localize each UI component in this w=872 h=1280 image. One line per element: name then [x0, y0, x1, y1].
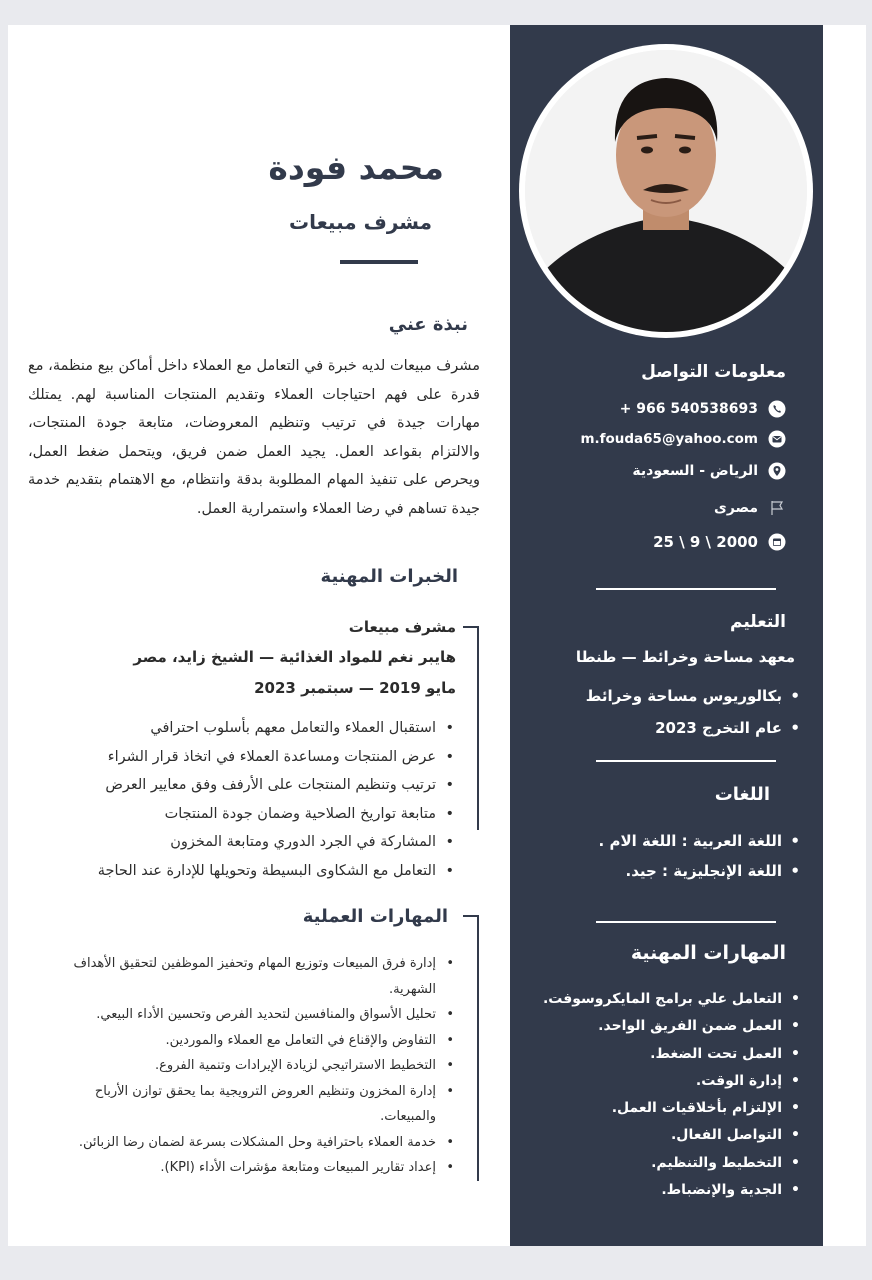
list-item: • العمل تحت الضغط. — [543, 1041, 802, 1068]
location-pin-icon — [768, 462, 786, 480]
flag-icon — [768, 499, 786, 517]
experience-company: هايبر نغم للمواد الغذائية — الشيخ زايد، مصر — [133, 648, 456, 666]
list-item: • خدمة العملاء باحترافية وحل المشكلات بسرعة لضمان رضا الزبائن. — [36, 1130, 456, 1156]
about-heading: نبذة عني — [388, 314, 468, 335]
practical-skills-heading: المهارات العملية — [302, 906, 448, 927]
list-item: • التعامل علي برامج المايكروسوفت. — [543, 986, 802, 1013]
about-text: مشرف مبيعات لديه خبرة في التعامل مع العملاء داخل أماكن بيع منظمة، مع قدرة على فهم احتياجات العملاء وتقديم المنتجات المناسبة لهم. يمتلك مهارات جيدة في ترتيب وتنظيم المعروضات، متابعة جودة المنتجات، والالتزام بقواعد العمل. يجيد العمل ضمن فريق، ويتحمل ضغط العمل، ويحرص على تنفيذ المهام المطلوبة بدقة وانتظام، مع الاهتمام بتقديم خدمة جيدة تساهم في رضا العملاء واستمرارية العمل. — [28, 358, 480, 517]
list-item: • التخطيط الاستراتيجي لزيادة الإيرادات وتنمية الفروع. — [36, 1053, 456, 1079]
experience-period: مايو 2019 — سبتمبر 2023 — [254, 679, 456, 697]
email-address[interactable]: m.fouda65@yahoo.com — [580, 431, 758, 447]
experience-timeline — [477, 626, 479, 830]
languages-list — [599, 826, 802, 886]
languages-heading: اللغات — [714, 784, 770, 805]
person-name: محمد فودة — [268, 148, 444, 187]
sidebar-divider — [596, 760, 776, 762]
professional-skills-heading: المهارات المهنية — [630, 942, 786, 964]
experience-role: مشرف مبيعات — [348, 618, 456, 636]
nationality-text: مصرى — [713, 500, 758, 516]
list-item: • متابعة تواريخ الصلاحية وضمان جودة المنتجات — [98, 800, 456, 829]
education-institute: معهد مساحة وخرائط — طنطا — [575, 648, 795, 666]
experience-heading: الخبرات المهنية — [320, 566, 458, 587]
list-item: • تحليل الأسواق والمنافسين لتحديد الفرص وتحسين الأداء البيعي. — [36, 1002, 456, 1028]
contact-phone — [620, 398, 786, 420]
location-text: الرياض - السعودية — [632, 463, 758, 479]
phone-icon — [768, 400, 786, 418]
experience-bullets — [98, 714, 456, 886]
list-item: • إعداد تقارير المبيعات ومتابعة مؤشرات الأداء (KPI). — [36, 1155, 456, 1181]
job-title: مشرف مبيعات — [289, 210, 432, 234]
skills-timeline — [477, 915, 479, 1181]
list-item: • التفاوض والإقناع في التعامل مع العملاء والموردين. — [36, 1028, 456, 1054]
experience-timeline-tick — [463, 626, 479, 628]
list-item: • التخطيط والتنظيم. — [543, 1150, 802, 1177]
skills-timeline-tick — [463, 915, 479, 917]
list-item: • بكالوريوس مساحة وخرائط — [586, 680, 802, 712]
list-item: • الجدية والإنضباط. — [543, 1177, 802, 1204]
list-item: • التعامل مع الشكاوى البسيطة وتحويلها للإدارة عند الحاجة — [98, 857, 456, 886]
list-item: • العمل ضمن الفريق الواحد. — [543, 1013, 802, 1040]
title-divider — [340, 260, 418, 264]
education-heading: التعليم — [730, 612, 786, 632]
list-item: • الإلتزام بأخلاقيات العمل. — [543, 1095, 802, 1122]
email-icon — [768, 430, 786, 448]
list-item: • إدارة فرق المبيعات وتوزيع المهام وتحفيز الموظفين لتحقيق الأهداف الشهرية. — [36, 951, 456, 1002]
phone-number[interactable]: + 966 540538693 — [619, 401, 758, 417]
person-portrait-icon — [525, 50, 807, 332]
contact-heading: معلومات التواصل — [641, 362, 786, 382]
list-item: • استقبال العملاء والتعامل معهم بأسلوب احترافي — [98, 714, 456, 743]
contact-location — [632, 460, 786, 482]
list-item: • إدارة المخزون وتنظيم العروض الترويجية بما يحقق توازن الأرباح والمبيعات. — [36, 1079, 456, 1130]
birthdate-text: 25 \ 9 \ 2000 — [653, 533, 758, 551]
contact-birthdate — [653, 531, 786, 553]
list-item: • عام التخرج 2023 — [586, 712, 802, 744]
list-item: • ترتيب وتنظيم المنتجات على الأرفف وفق معايير العرض — [98, 771, 456, 800]
list-item: • إدارة الوقت. — [543, 1068, 802, 1095]
practical-skills-list — [36, 951, 456, 1181]
list-item: • عرض المنتجات ومساعدة العملاء في اتخاذ قرار الشراء — [98, 743, 456, 772]
list-item: • اللغة العربية : اللغة الام . — [599, 826, 802, 856]
list-item: • اللغة الإنجليزية : جيد. — [599, 856, 802, 886]
contact-email — [580, 428, 786, 450]
calendar-icon — [768, 533, 786, 551]
professional-skills-list — [543, 986, 802, 1204]
profile-photo — [519, 44, 813, 338]
contact-nationality — [714, 497, 786, 519]
sidebar-divider — [596, 921, 776, 923]
list-item: • المشاركة في الجرد الدوري ومتابعة المخزون — [98, 828, 456, 857]
education-list — [586, 680, 802, 744]
sidebar-divider — [596, 588, 776, 590]
list-item: • التواصل الفعال. — [543, 1122, 802, 1149]
